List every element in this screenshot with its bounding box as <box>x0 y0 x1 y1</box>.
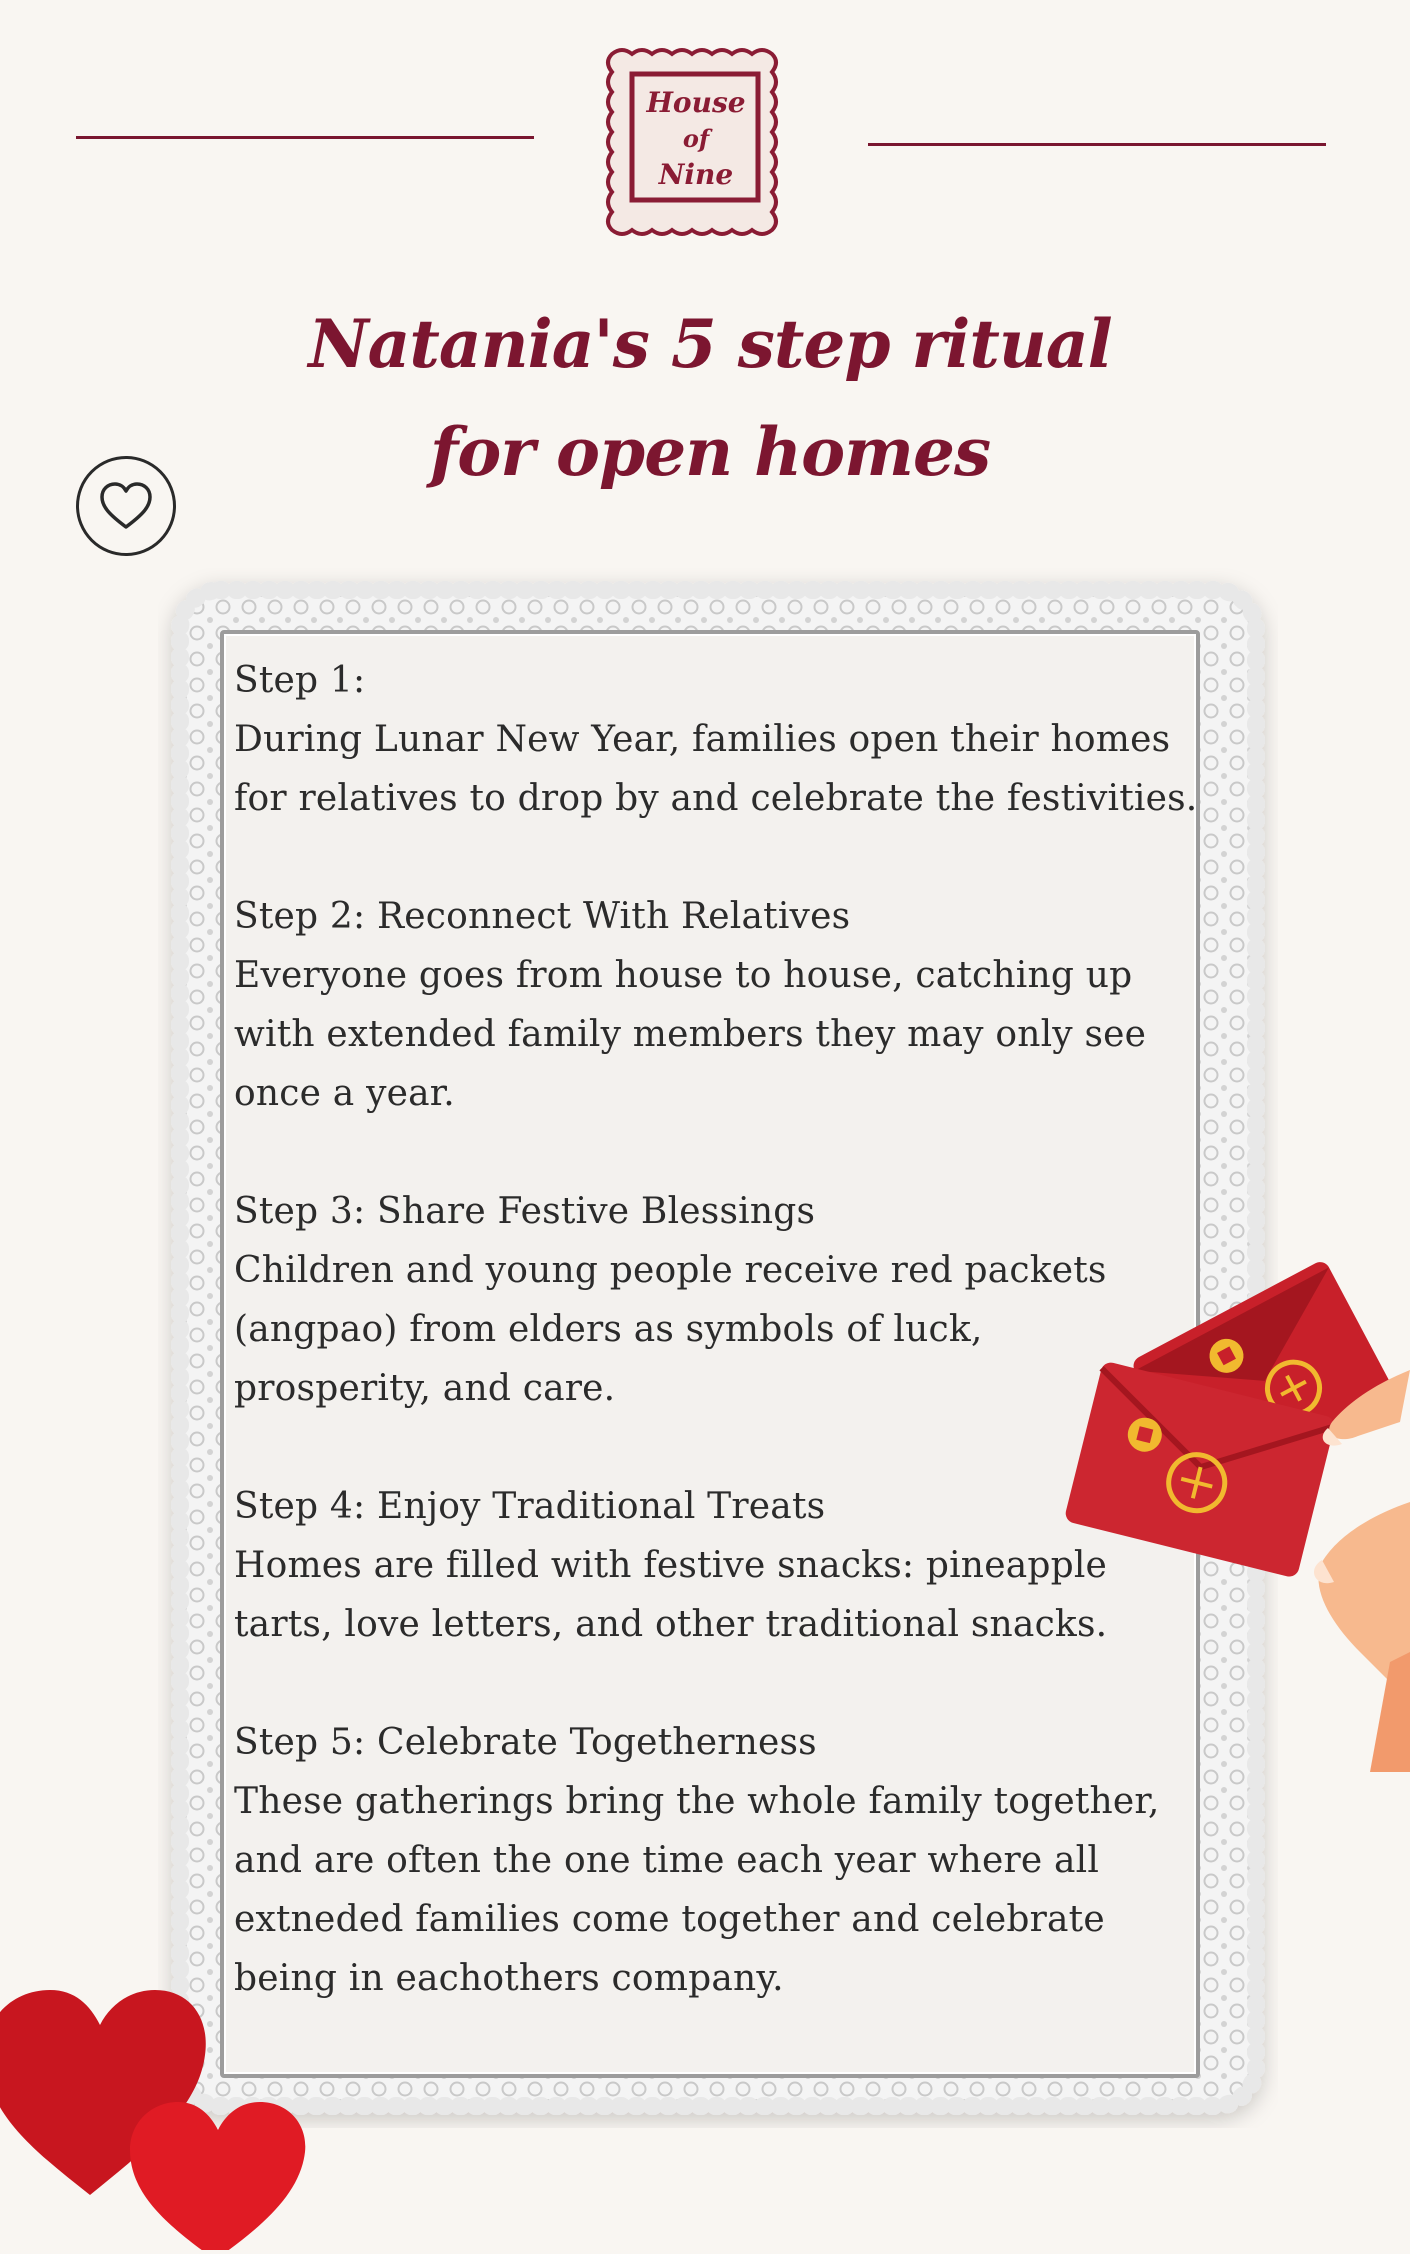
logo-line-of: of <box>682 124 710 153</box>
step-5-heading: Step 5: Celebrate Togetherness <box>234 1722 817 1763</box>
steps-list <box>234 651 1204 2067</box>
title-line-2: for open homes <box>429 413 991 491</box>
house-of-nine-logo <box>598 34 794 242</box>
page-title <box>180 290 1240 506</box>
step-5-body: These gatherings bring the whole family together, and are often the one time each year where all extneded families come together and celebrate being in eachothers company. <box>234 1781 1160 1999</box>
lace-scallop-edge <box>178 572 1258 612</box>
step-3 <box>234 1182 1204 1418</box>
red-hearts-icon <box>0 1930 330 2250</box>
header-rule-left <box>76 136 534 139</box>
heart-outline-icon <box>98 481 154 531</box>
step-1-heading: Step 1: <box>234 660 366 701</box>
logo-line-house: House <box>646 86 746 119</box>
favorite-button[interactable] <box>76 456 176 556</box>
step-3-heading: Step 3: Share Festive Blessings <box>234 1191 816 1232</box>
logo-line-nine: Nine <box>658 158 734 191</box>
step-2 <box>234 887 1204 1123</box>
step-4 <box>234 1477 1204 1654</box>
title-line-1: Natania's 5 step ritual <box>308 305 1112 383</box>
step-4-body: Homes are filled with festive snacks: pineapple tarts, love letters, and other traditional snacks. <box>234 1545 1108 1645</box>
step-2-heading: Step 2: Reconnect With Relatives <box>234 896 851 937</box>
step-2-body: Everyone goes from house to house, catching up with extended family members they may only see once a year. <box>234 955 1147 1114</box>
step-1 <box>234 651 1204 828</box>
step-1-body: During Lunar New Year, families open their homes for relatives to drop by and celebrate the festivities. <box>234 719 1198 819</box>
step-4-heading: Step 4: Enjoy Traditional Treats <box>234 1486 826 1527</box>
step-5 <box>234 1713 1204 2008</box>
header-rule-right <box>868 143 1326 146</box>
red-packets-in-hands-icon <box>1060 1232 1410 1772</box>
step-3-body: Children and young people receive red packets (angpao) from elders as symbols of luck, prosperity, and care. <box>234 1250 1107 1409</box>
